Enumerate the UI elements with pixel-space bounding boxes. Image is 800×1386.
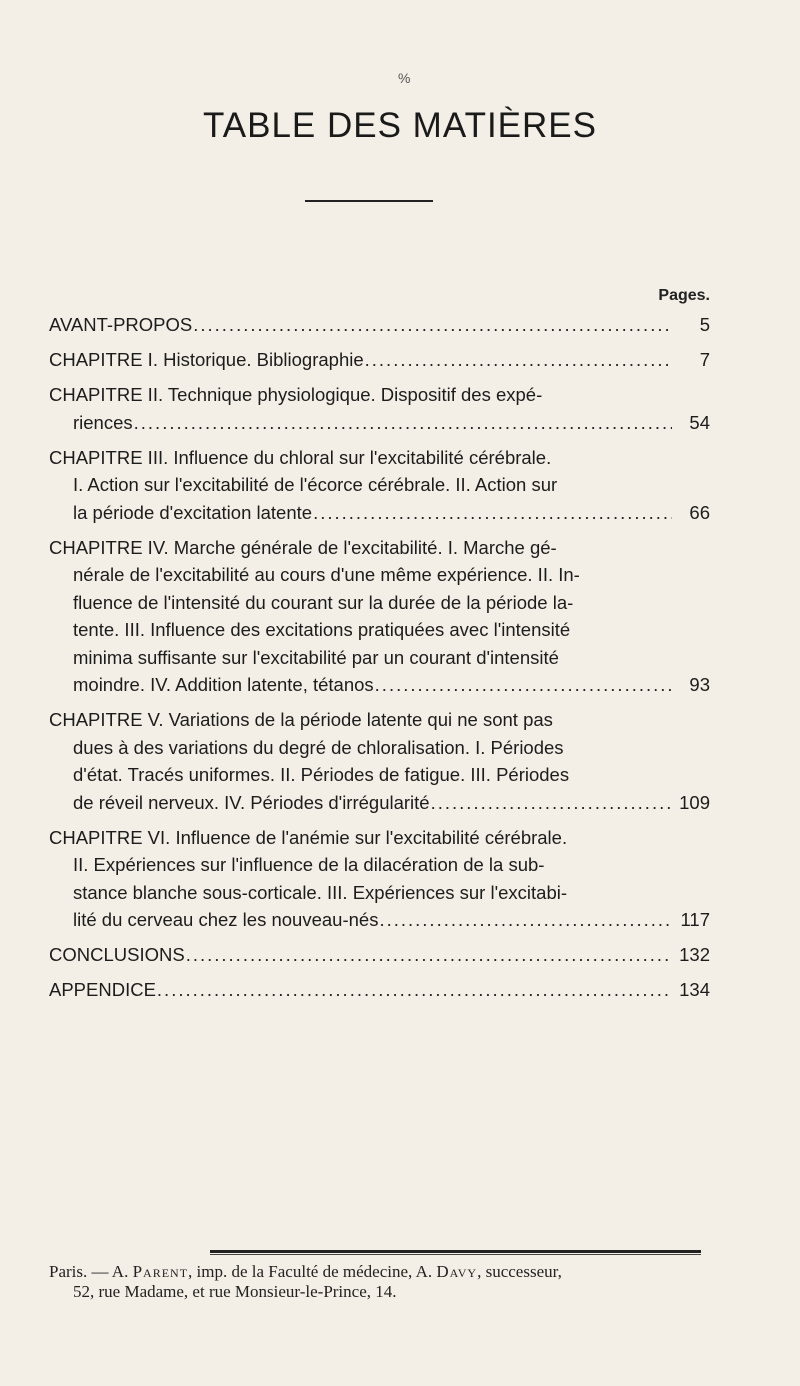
toc-entry[interactable] [49, 346, 710, 374]
toc-entry-text: CHAPITRE III. Influence du chloral sur l'excitabilité cérébrale. [49, 446, 552, 468]
toc-page-number: 93 [689, 674, 710, 695]
dot-leader [431, 789, 672, 817]
toc-entry-final-line [49, 906, 710, 934]
colophon-text: Paris. — A. [49, 1262, 133, 1281]
table-of-contents [0, 311, 800, 1011]
toc-entry-text: riences [73, 411, 133, 433]
toc-entry-text: CHAPITRE IV. Marche générale de l'excitabilité. I. Marche gé- [49, 536, 557, 558]
toc-entry[interactable] [49, 706, 710, 816]
footer-divider-thin [210, 1254, 701, 1255]
toc-entry-text: II. Expériences sur l'influence de la dilacération de la sub- [73, 854, 545, 875]
toc-page-number: 66 [689, 501, 710, 523]
dot-leader [313, 499, 672, 527]
toc-page-number: 117 [680, 909, 710, 930]
toc-page-number: 134 [679, 979, 710, 1000]
colophon-line-2: 52, rue Madame, et rue Monsieur-le-Prince, 14. [73, 1282, 397, 1301]
dot-leader [365, 346, 672, 374]
toc-entry-text: CONCLUSIONS [49, 944, 185, 965]
toc-entry-text: stance blanche sous-corticale. III. Expériences sur l'excitabi- [73, 881, 568, 903]
printer-name: Parent [132, 1262, 189, 1281]
toc-entry-text: CHAPITRE I. Historique. Bibliographie [49, 349, 364, 370]
toc-entry-text: nérale de l'excitabilité au cours d'une même expérience. II. In- [73, 564, 580, 585]
toc-entry-final-line [49, 789, 710, 817]
toc-entry-text: dues à des variations du degré de chloralisation. I. Périodes [73, 736, 564, 758]
pages-column-header: Pages. [658, 287, 710, 304]
dot-leader [193, 311, 672, 339]
footer-divider [210, 1250, 701, 1253]
toc-page-number: 7 [699, 349, 710, 370]
toc-entry-text: AVANT-PROPOS [49, 314, 193, 335]
colophon-line-1 [49, 1262, 562, 1281]
dot-leader [134, 409, 672, 437]
printer-colophon [49, 1262, 729, 1302]
toc-entry-text: I. Action sur l'excitabilité de l'écorce cérébrale. II. Action sur [73, 474, 558, 495]
colophon-text: , imp. de la Faculté de médecine, A. [188, 1262, 437, 1281]
toc-entry-text: tente. III. Influence des excitations pratiquées avec l'intensité [73, 619, 571, 640]
toc-entry-final-line [49, 499, 710, 527]
toc-page-number: 132 [679, 944, 710, 965]
toc-entry-text: APPENDICE [49, 979, 156, 1000]
page-title: TABLE DES MATIÈRES [202, 106, 597, 145]
toc-entry-text: minima suffisante sur l'excitabilité par un courant d'intensité [73, 646, 559, 668]
toc-entry-text: fluence de l'intensité du courant sur la durée de la période la- [73, 591, 574, 613]
toc-entry[interactable] [49, 941, 710, 969]
toc-entry-final-line [49, 409, 710, 437]
dot-leader [375, 671, 672, 699]
toc-entry-text: CHAPITRE VI. Influence de l'anémie sur l'excitabilité cérébrale. [49, 826, 568, 848]
title-divider [305, 200, 433, 202]
toc-entry[interactable] [49, 311, 710, 339]
toc-entry-final-line [49, 671, 710, 699]
toc-entry[interactable] [49, 976, 710, 1004]
toc-entry[interactable] [49, 381, 710, 436]
page-mark: % [398, 70, 411, 86]
toc-entry-text: de réveil nerveux. IV. Périodes d'irrégularité [73, 791, 430, 813]
successor-name: Davy [436, 1262, 478, 1281]
dot-leader [186, 941, 672, 969]
colophon-text: , successeur, [477, 1262, 562, 1281]
toc-entry-text: moindre. IV. Addition latente, tétanos [73, 674, 374, 695]
toc-entry-text: CHAPITRE II. Technique physiologique. Dispositif des expé- [49, 384, 543, 405]
toc-entry-final-line [49, 311, 710, 339]
toc-entry-text: CHAPITRE V. Variations de la période latente qui ne sont pas [49, 709, 553, 730]
toc-entry-final-line [49, 941, 710, 969]
toc-entry[interactable] [49, 444, 710, 527]
toc-entry-final-line [49, 976, 710, 1004]
toc-entry-text: la période d'excitation latente [73, 501, 313, 523]
toc-entry-text: lité du cerveau chez les nouveau-nés [73, 909, 379, 930]
toc-page-number: 5 [699, 314, 710, 335]
toc-entry[interactable] [49, 824, 710, 934]
toc-entry-text: d'état. Tracés uniformes. II. Périodes de fatigue. III. Périodes [73, 764, 570, 785]
toc-page-number: 109 [679, 791, 710, 813]
dot-leader [379, 906, 672, 934]
toc-page-number: 54 [689, 411, 710, 433]
toc-entry-final-line [49, 346, 710, 374]
dot-leader [157, 976, 672, 1004]
toc-entry[interactable] [49, 534, 710, 699]
